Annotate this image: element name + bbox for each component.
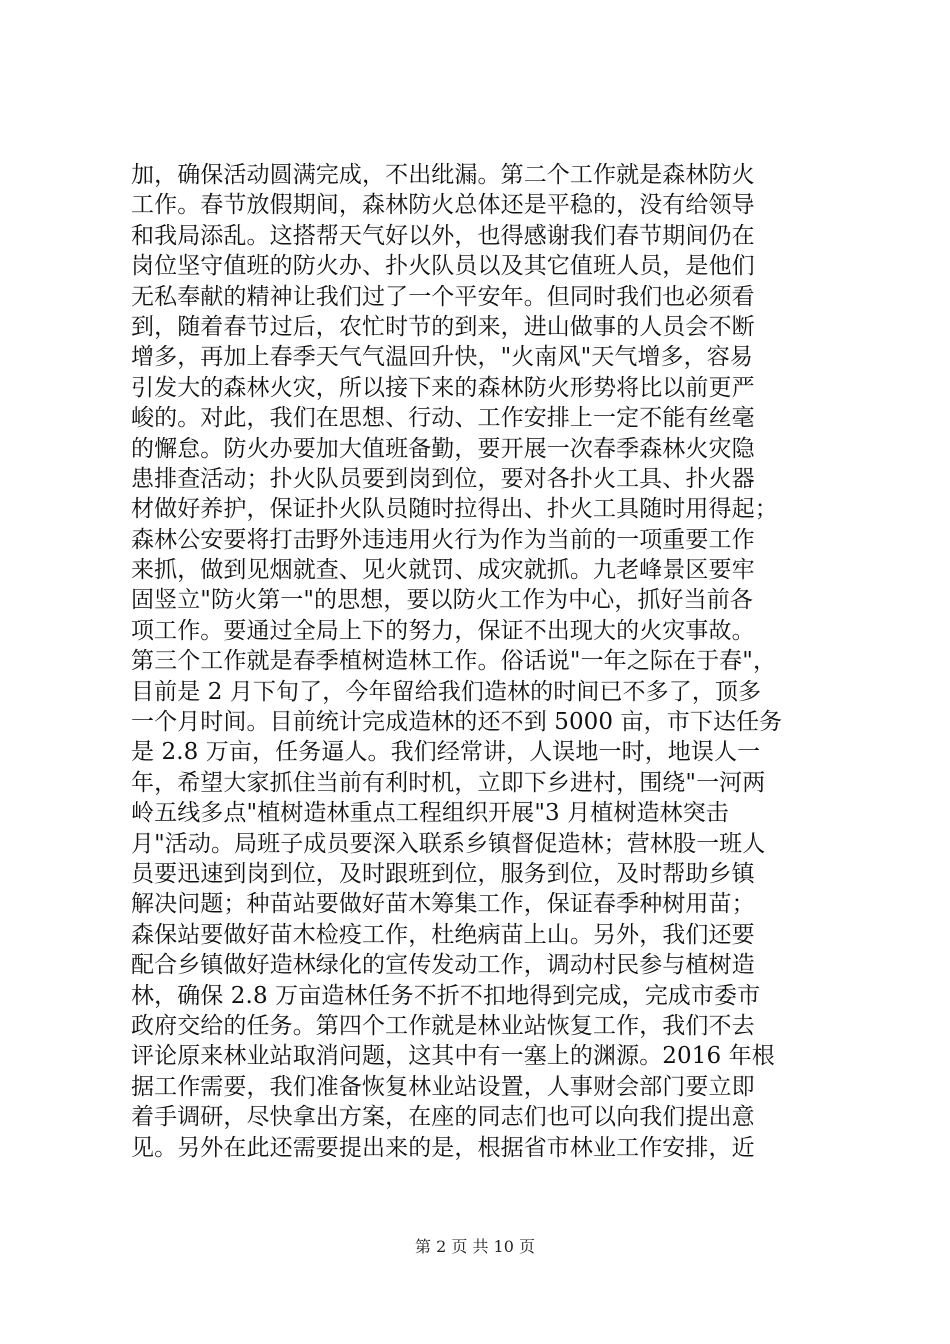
text-line: 工作。春节放假期间，森林防火总体还是平稳的，没有给领导	[131, 192, 755, 219]
text-line: 的懈怠。防火办要加大值班备勤，要开展一次春季森林火灾隐	[131, 435, 755, 462]
text-line: 配合乡镇做好造林绿化的宣传发动工作，调动村民参与植树造	[131, 952, 755, 979]
text-line: 一个月时间。目前统计完成造林的还不到 5000 亩，市下达任务	[131, 709, 783, 736]
text-line: 无私奉献的精神让我们过了一个平安年。但同时我们也必须看	[131, 283, 755, 310]
text-line: 第三个工作就是春季植树造林工作。俗话说"一年之际在于春"，	[131, 648, 777, 675]
text-line: 引发大的森林火灾，所以接下来的森林防火形势将比以前更严	[131, 374, 755, 401]
text-line: 加，确保活动圆满完成，不出纰漏。第二个工作就是森林防火	[131, 162, 755, 188]
text-line: 岗位坚守值班的防火办、扑火队员以及其它值班人员，是他们	[131, 253, 755, 280]
page-number-footer: 第 2 页 共 10 页	[415, 1237, 535, 1256]
text-line: 目前是 2 月下旬了，今年留给我们造林的时间已不多了，顶多	[131, 678, 762, 705]
text-line: 政府交给的任务。第四个工作就是林业站恢复工作，我们不去	[131, 1012, 755, 1039]
text-line: 和我局添乱。这搭帮天气好以外，也得感谢我们春节期间仍在	[131, 222, 755, 249]
text-line: 森保站要做好苗木检疫工作，杜绝病苗上山。另外，我们还要	[131, 921, 755, 948]
text-line: 评论原来林业站取消问题，这其中有一塞上的渊源。2016 年根	[131, 1043, 775, 1070]
text-line: 员要迅速到岗到位，及时跟班到位，服务到位，及时帮助乡镇	[131, 860, 755, 887]
text-line: 固竖立"防火第一"的思想，要以防火工作为中心，抓好当前各	[131, 587, 753, 614]
text-line: 林，确保 2.8 万亩造林任务不折不扣地得到完成，完成市委市	[131, 982, 761, 1009]
text-line: 来抓，做到见烟就查、见火就罚、成灾就抓。九老峰景区要牢	[131, 557, 755, 584]
text-line: 解决问题；种苗站要做好苗木筹集工作，保证春季种树用苗；	[131, 891, 755, 918]
text-line: 项工作。要通过全局上下的努力，保证不出现大的火灾事故。	[131, 617, 755, 644]
text-line: 材做好养护，保证扑火队员随时拉得出、扑火工具随时用得起；	[131, 496, 778, 523]
text-line: 据工作需要，我们准备恢复林业站设置，人事财会部门要立即	[131, 1073, 755, 1100]
text-line: 见。另外在此还需要提出来的是，根据省市林业工作安排，近	[131, 1134, 755, 1161]
text-line: 到，随着春节过后，农忙时节的到来，进山做事的人员会不断	[131, 313, 755, 340]
text-line: 着手调研，尽快拿出方案，在座的同志们也可以向我们提出意	[131, 1104, 755, 1131]
text-line: 森林公安要将打击野外违违用火行为作为当前的一项重要工作	[131, 526, 755, 553]
text-line: 月"活动。局班子成员要深入联系乡镇督促造林；营林股一班人	[131, 830, 766, 857]
text-line: 患排查活动；扑火队员要到岗到位，要对各扑火工具、扑火器	[131, 465, 755, 492]
text-line: 是 2.8 万亩，任务逼人。我们经常讲，人误地一时，地误人一	[131, 739, 761, 766]
text-line: 年，希望大家抓住当前有利时机，立即下乡进村，围绕"一河两	[131, 769, 766, 796]
text-line: 增多，再加上春季天气气温回升快，"火南风"天气增多，容易	[131, 344, 753, 371]
text-line: 岭五线多点"植树造林重点工程组织开展"3 月植树造林突击	[131, 800, 729, 827]
body-text	[131, 160, 831, 1163]
text-line: 峻的。对此，我们在思想、行动、工作安排上一定不能有丝毫	[131, 405, 755, 432]
